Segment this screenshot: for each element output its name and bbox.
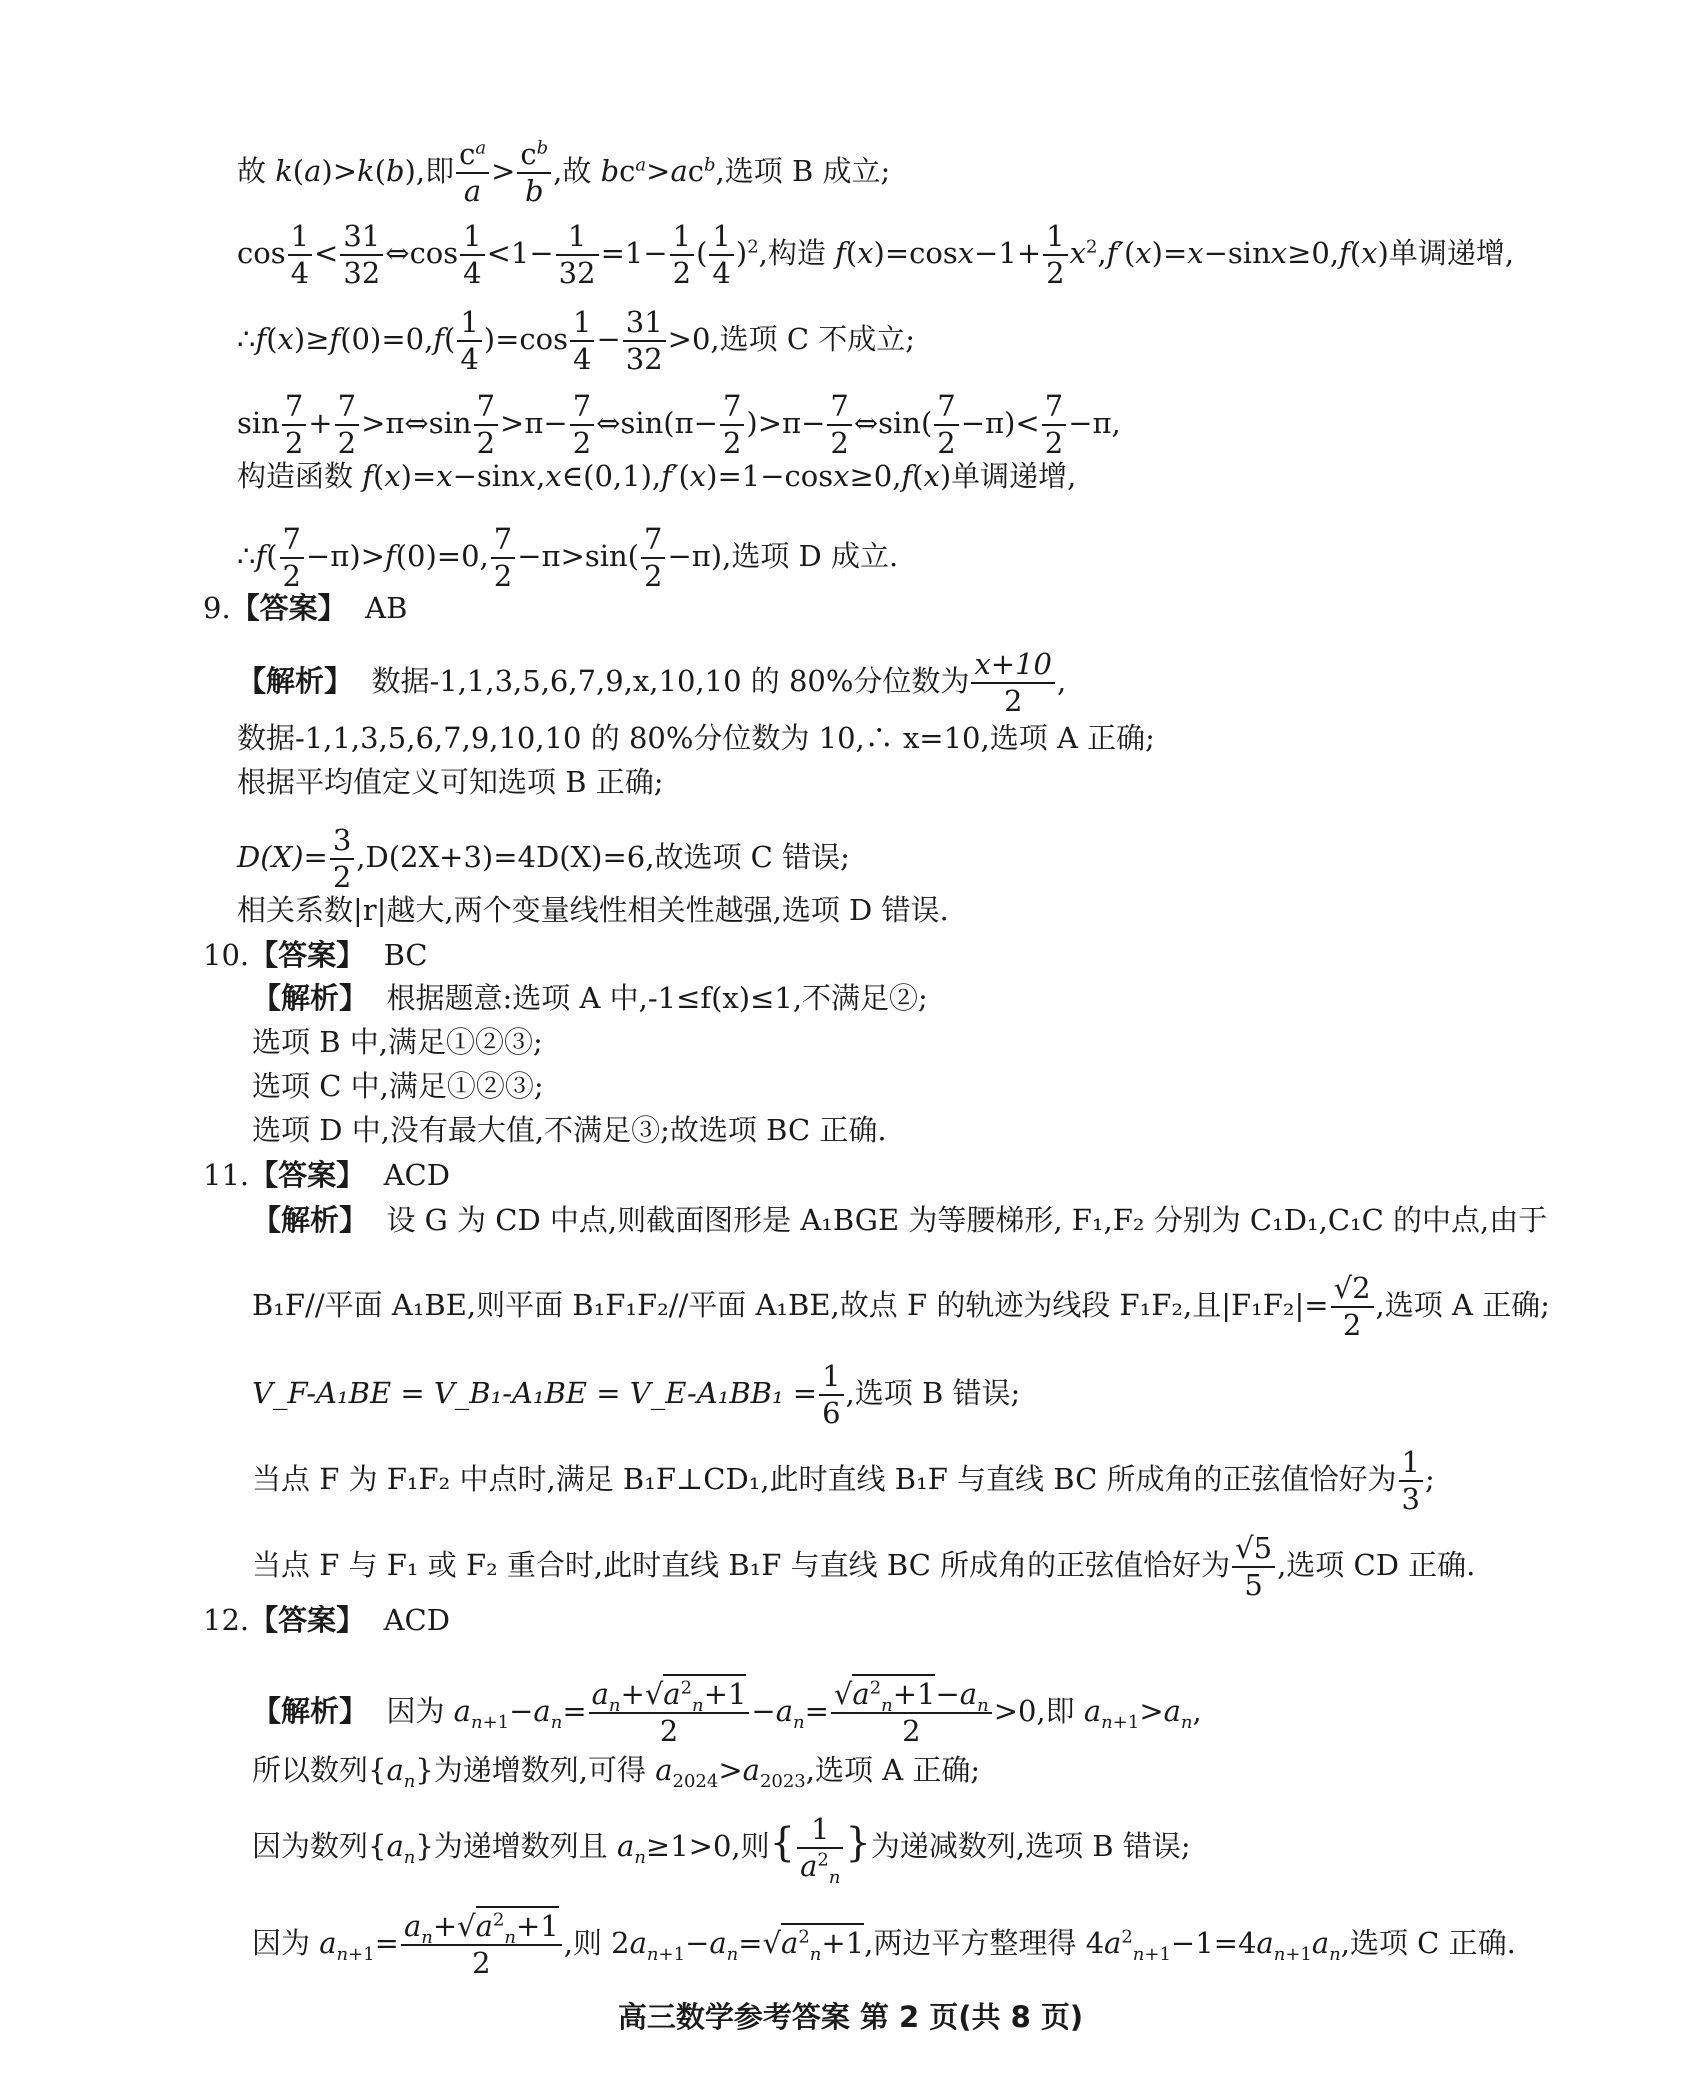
q12-answer: ACD [383,1603,450,1637]
q9-analysis-2: 数据-1,1,3,5,6,7,9,10,10 的 80%分位数为 10,∴ x=10,选项 A 正确; [237,721,1155,755]
q10-analysis-2: 选项 B 中,满足①②③; [252,1025,543,1059]
q8-line-c1: cos $\frac{1}{4}$ < $\frac{31}{32}$ ⇔cos $\frac{1}{4}$ <1− $\frac{1}{32}$ =1− $\frac{1}{2}$ ( $\frac{1}{4}$ )$^2$,构造 f(x)=cosx−1+ $\frac{1}{2}$ $x^2,f'(x)=x-\sin x\ge 0,f(x)$单调递增, [237,219,1515,290]
q8-line-c2: ∴f(x)≥f(0)=0,f( $\frac{1}{4}$ )=cos $\frac{1}{4}$ − $\frac{31}{32}$ >0,选项 C 不成立; [237,305,916,376]
q10-answer-label: 【答案】 [249,938,366,972]
q12-analysis-1: 【解析】 因为 $a_{n+1}-a_n=$ $\frac{a_n+√a^2_n+1}{2}$ $-a_n=$ $\frac{√a^2_n+1-a_n}{2}$ >0,即 $a_{n+1}>a_n$, [252,1680,1202,1746]
q11-answer-line [203,1157,450,1193]
q12-answer-line [203,1602,450,1638]
page-footer: 高三数学参考答案 第 2 页(共 8 页) [617,2000,1084,2034]
q9-answer-label: 【答案】 [230,591,347,625]
q12-answer-label: 【答案】 [249,1603,366,1637]
q11-analysis-1: 【解析】 设 G 为 CD 中点,则截面图形是 A₁BGE 为等腰梯形, F₁,F₂ 分别为 C₁D₁,C₁C 的中点,由于 [252,1203,1548,1237]
q12-analysis-4: 因为 $a_{n+1}=$ $\frac{a_n+√a^2_n+1}{2}$ ,则 $2a_{n+1}-a_n=√a^2_n+1$,两边平方整理得 $4a^2_{n+1}-1=4a_{n+1}a_n$,选项 C 正确. [252,1912,1516,1978]
q12-analysis-label: 【解析】 [252,1694,369,1728]
q10-analysis-3: 选项 C 中,满足①②③; [252,1069,544,1103]
q9-analysis-3: 根据平均值定义可知选项 B 正确; [237,765,664,799]
q9-analysis-label: 【解析】 [237,664,354,698]
q10-answer-line [203,937,428,973]
q11-analysis-2: B₁F//平面 A₁BE,则平面 B₁F₁F₂//平面 A₁BE,故点 F 的轨迹为线段 F₁F₂,且|F₁F₂|= $\frac{√2}{2}$ ,选项 A 正确; [252,1271,1550,1342]
q10-analysis-label: 【解析】 [252,981,369,1015]
q12-analysis-3: 因为数列$\{a_n\}$为递增数列且 $a_n\ge 1>0$,则{ $\frac{1}{a^2_n}$ }为递减数列,选项 B 错误; [252,1812,1191,1888]
q11-analysis-3: V_F-A₁BE = V_B₁-A₁BE = V_E-A₁BB₁ = $\frac{1}{6}$ ,选项 B 错误; [252,1359,1021,1430]
q11-analysis-4: 当点 F 为 F₁F₂ 中点时,满足 B₁F⊥CD₁,此时直线 B₁F 与直线 BC 所成角的正弦值恰好为 $\frac{1}{3}$ ; [252,1445,1435,1516]
q12-number: 12. [203,1603,250,1637]
q8-line-d2: 构造函数 f(x)=x−sinx,x∈(0,1),f′(x)=1−cosx≥0,f(x)单调递增, [237,459,1077,493]
q11-answer-label: 【答案】 [249,1158,366,1192]
q11-number: 11. [203,1158,250,1192]
q10-answer: BC [383,938,428,972]
q10-analysis-1: 【解析】 根据题意:选项 A 中,-1≤f(x)≤1,不满足②; [252,981,928,1015]
q12-analysis-2: 所以数列$\{a_n\}$为递增数列,可得 $a_{2024}>a_{2023}$,选项 A 正确; [252,1753,981,1792]
q9-number: 9. [203,591,231,625]
q11-analysis-label: 【解析】 [252,1203,369,1237]
q9-analysis-1: 【解析】 数据-1,1,3,5,6,7,9,x,10,10 的 80%分位数为 $\frac{x+10}{2}$ , [237,647,1067,718]
q10-number: 10. [203,938,250,972]
q9-answer: AB [365,591,408,625]
q9-analysis-4: D(X)= $\frac{3}{2}$ ,D(2X+3)=4D(X)=6,故选项 C 错误; [237,823,850,894]
q8-line-d1: sin $\frac{7}{2}$ + $\frac{7}{2}$ >π⇔sin $\frac{7}{2}$ >π− $\frac{7}{2}$ ⇔sin(π− $\frac{7}{2}$ )>π− $\frac{7}{2}$ ⇔sin( $\frac{7}{2}$ −π)< $\frac{7}{2}$ −π, [237,389,1121,460]
q11-answer: ACD [383,1158,450,1192]
q9-answer-line [203,590,407,626]
q11-analysis-5: 当点 F 与 F₁ 或 F₂ 重合时,此时直线 B₁F 与直线 BC 所成角的正弦值恰好为 $\frac{√5}{5}$ ,选项 CD 正确. [252,1531,1476,1602]
q8-line-b: 故 k(a)>k(b),即 $\frac{c^a}{a}$ > $\frac{c^b}{b}$ ,故 $bc^a>ac^b$,选项 B 成立; [237,137,891,208]
q9-analysis-5: 相关系数|r|越大,两个变量线性相关性越强,选项 D 错误. [237,893,949,927]
q8-line-d3: ∴f( $\frac{7}{2}$ −π)>f(0)=0, $\frac{7}{2}$ −π>sin( $\frac{7}{2}$ −π),选项 D 成立. [237,522,899,593]
q10-analysis-4: 选项 D 中,没有最大值,不满足③;故选项 BC 正确. [252,1113,887,1147]
